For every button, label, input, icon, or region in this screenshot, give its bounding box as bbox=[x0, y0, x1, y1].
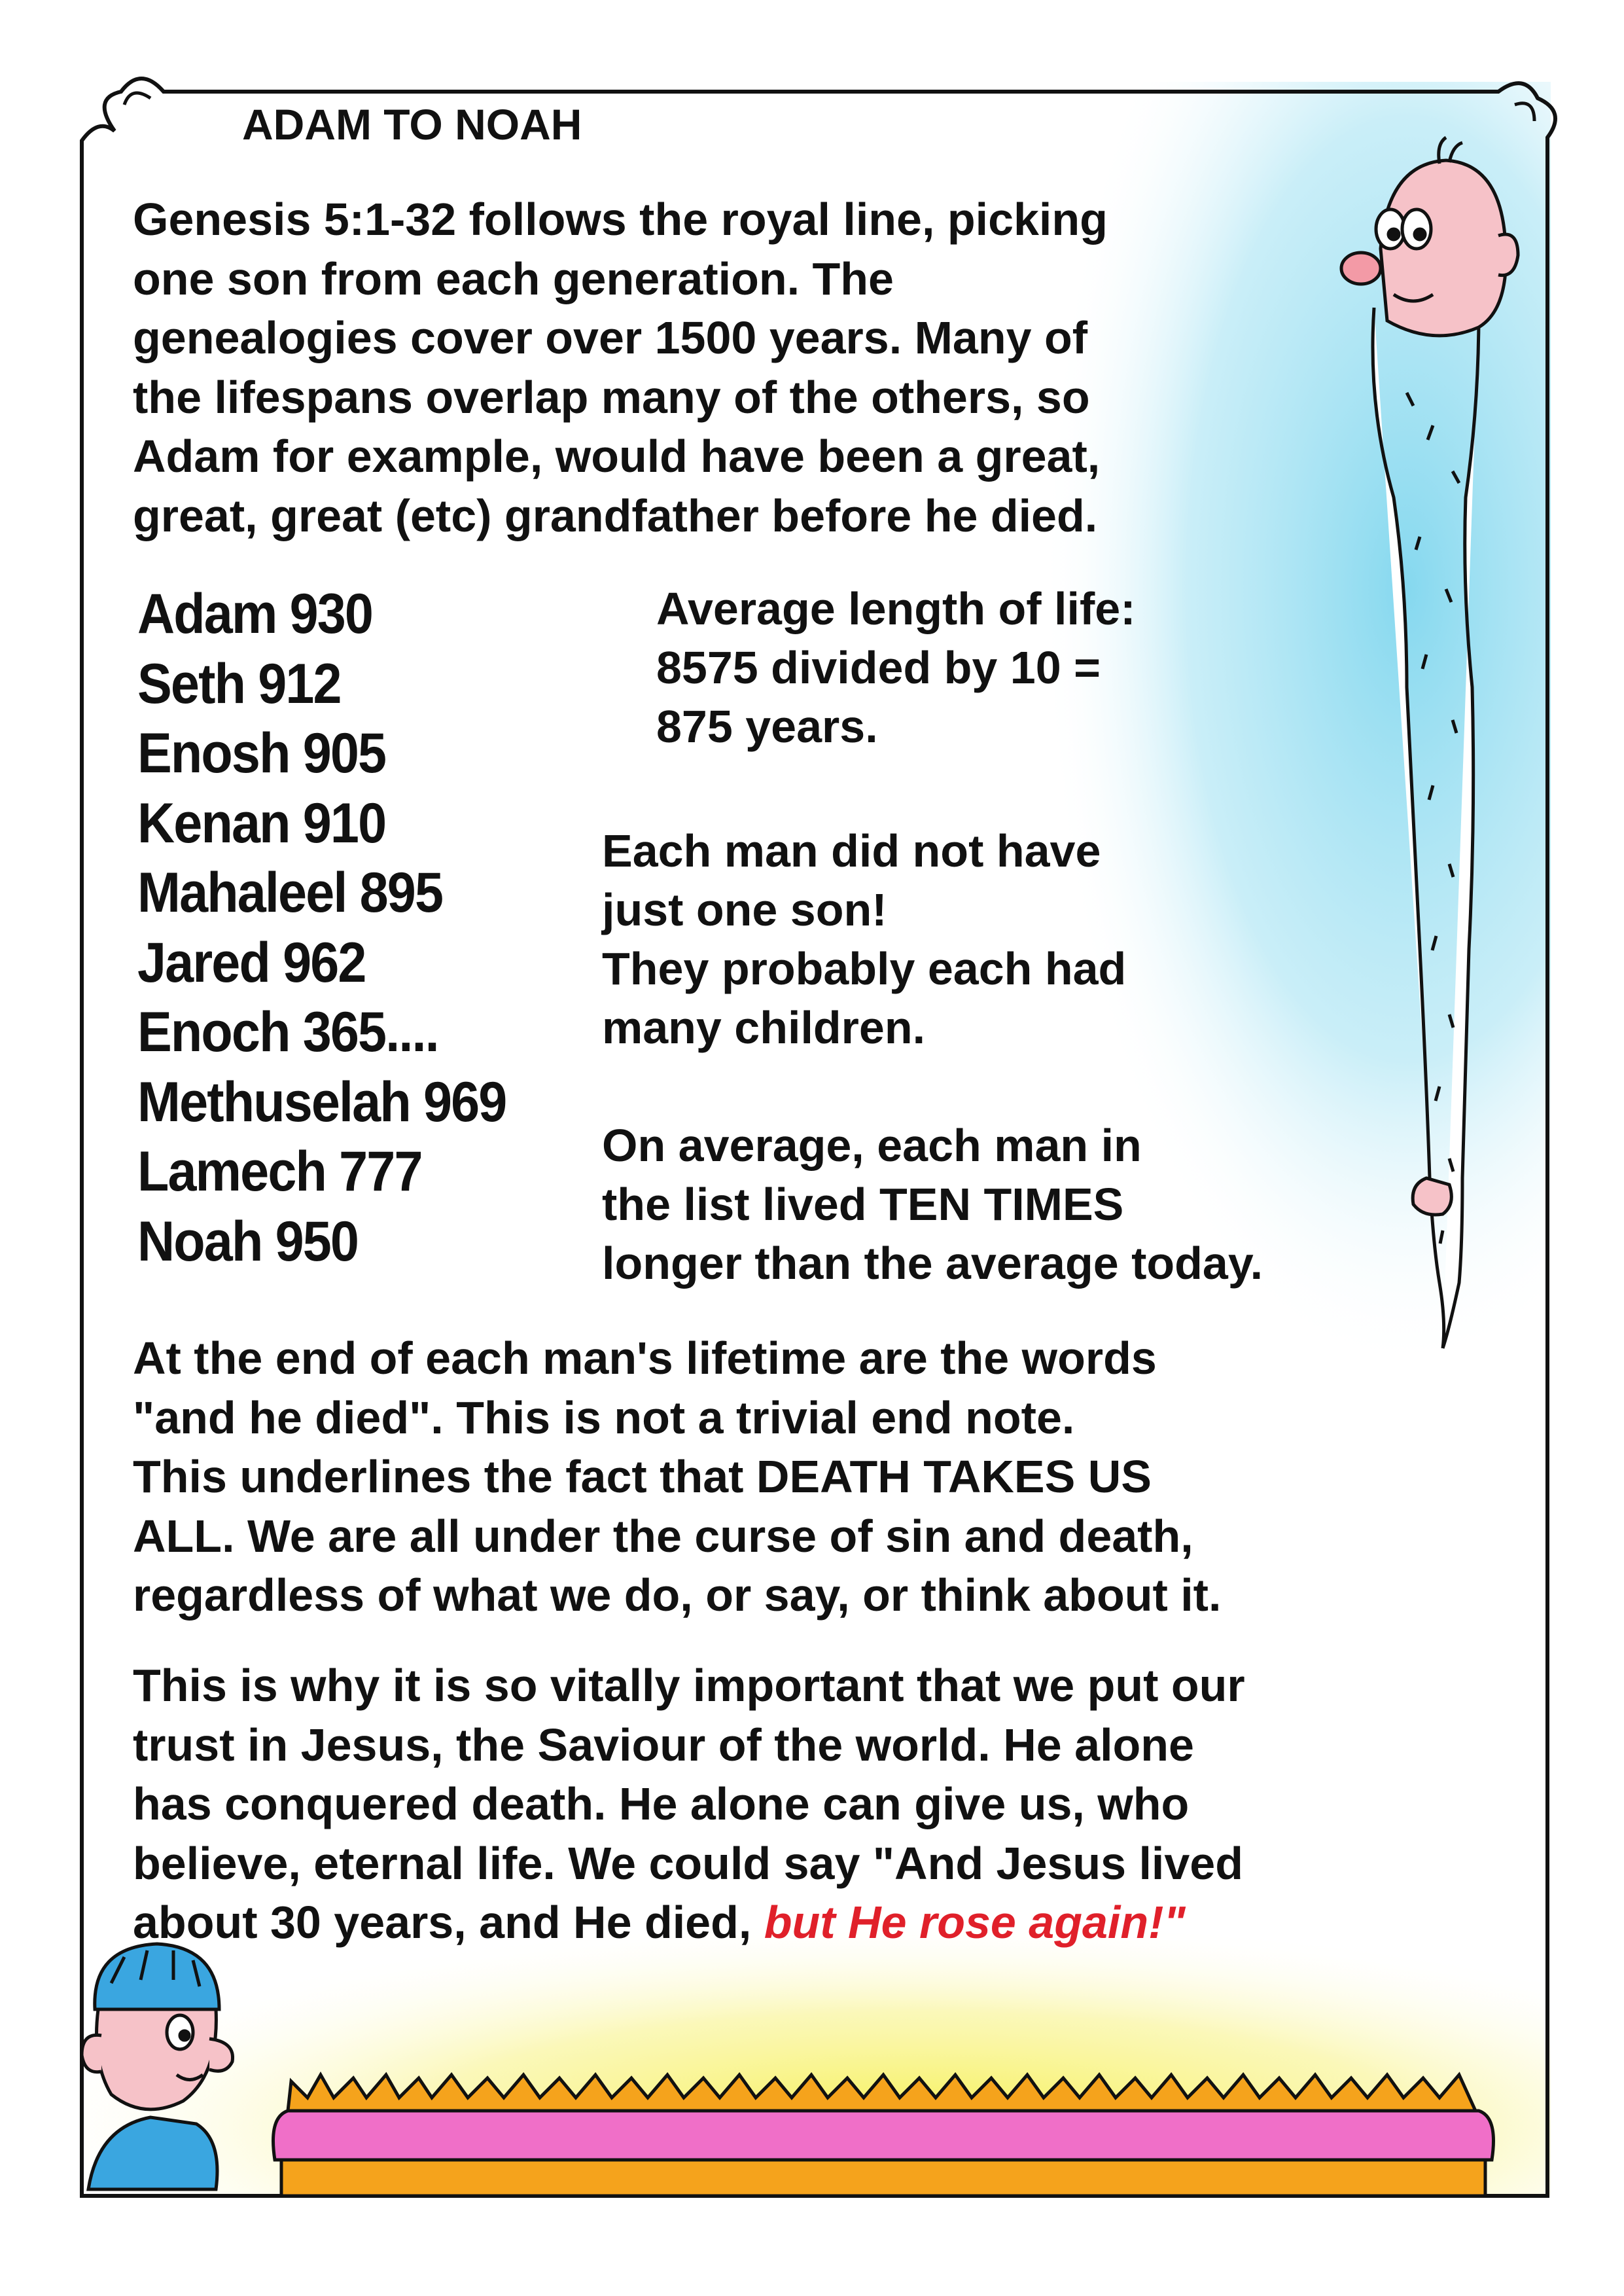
rose-again-phrase: but He rose again!" bbox=[764, 1897, 1186, 1948]
intro-line: Adam for example, would have been a great, bbox=[133, 431, 1101, 482]
intro-line: genealogies cover over 1500 years. Many of bbox=[133, 312, 1088, 363]
ten-times-line: the list lived TEN TIMES bbox=[602, 1179, 1124, 1230]
average-life-note bbox=[656, 579, 1136, 756]
lifespan-item: Adam 930 bbox=[137, 583, 373, 645]
jesus-line: trust in Jesus, the Saviour of the world. He alone bbox=[133, 1719, 1194, 1770]
death-line: ALL. We are all under the curse of sin and death, bbox=[133, 1510, 1193, 1562]
lifespan-item: Enosh 905 bbox=[137, 722, 386, 785]
ten-times-line: longer than the average today. bbox=[602, 1238, 1263, 1289]
intro-paragraph bbox=[133, 190, 1389, 545]
children-line: just one son! bbox=[602, 884, 887, 935]
lifespan-item: Mahaleel 895 bbox=[137, 861, 443, 924]
death-line: This underlines the fact that DEATH TAKES US bbox=[133, 1451, 1152, 1502]
jesus-last-line bbox=[133, 1893, 1245, 1952]
children-line: Each man did not have bbox=[602, 825, 1101, 876]
death-line: At the end of each man's lifetime are the words bbox=[133, 1333, 1157, 1384]
death-line: regardless of what we do, or say, or think about it. bbox=[133, 1570, 1222, 1621]
lifespan-list bbox=[137, 579, 538, 1276]
lifespan-item: Methuselah 969 bbox=[137, 1070, 506, 1134]
intro-line: Genesis 5:1-32 follows the royal line, picking bbox=[133, 194, 1108, 245]
lifespan-item: Noah 950 bbox=[137, 1210, 359, 1273]
lifespan-item: Kenan 910 bbox=[137, 791, 386, 855]
intro-line: one son from each generation. The bbox=[133, 253, 894, 304]
ten-times-line: On average, each man in bbox=[602, 1120, 1142, 1171]
average-line: 875 years. bbox=[656, 701, 878, 752]
children-line: many children. bbox=[602, 1002, 926, 1053]
lifespan-item: Lamech 777 bbox=[137, 1140, 422, 1203]
jesus-line: has conquered death. He alone can give us, who bbox=[133, 1778, 1190, 1829]
jesus-line: This is why it is so vitally important that we put our bbox=[133, 1660, 1245, 1711]
average-line: Average length of life: bbox=[656, 583, 1136, 634]
death-line: "and he died". This is not a trivial end note. bbox=[133, 1391, 1075, 1443]
death-paragraph bbox=[133, 1329, 1221, 1625]
intro-line: great, great (etc) grandfather before he died. bbox=[133, 490, 1098, 541]
children-line: They probably each had bbox=[602, 943, 1127, 994]
lifespan-item: Jared 962 bbox=[137, 931, 366, 994]
ten-times-note bbox=[602, 1116, 1263, 1293]
jesus-paragraph bbox=[133, 1656, 1245, 1952]
lifespan-item: Enoch 365.... bbox=[137, 1001, 438, 1064]
page-title: ADAM TO NOAH bbox=[242, 100, 582, 149]
cake-illustration bbox=[274, 2075, 1494, 2196]
jesus-line: believe, eternal life. We could say "And Jesus lived bbox=[133, 1837, 1243, 1889]
jesus-last-text: about 30 years, and He died, bbox=[133, 1897, 752, 1948]
boy-illustration bbox=[82, 1944, 233, 2189]
average-line: 8575 divided by 10 = bbox=[656, 642, 1101, 693]
children-note bbox=[602, 821, 1126, 1057]
intro-line: the lifespans overlap many of the others, so bbox=[133, 371, 1090, 423]
lifespan-item: Seth 912 bbox=[137, 652, 341, 715]
